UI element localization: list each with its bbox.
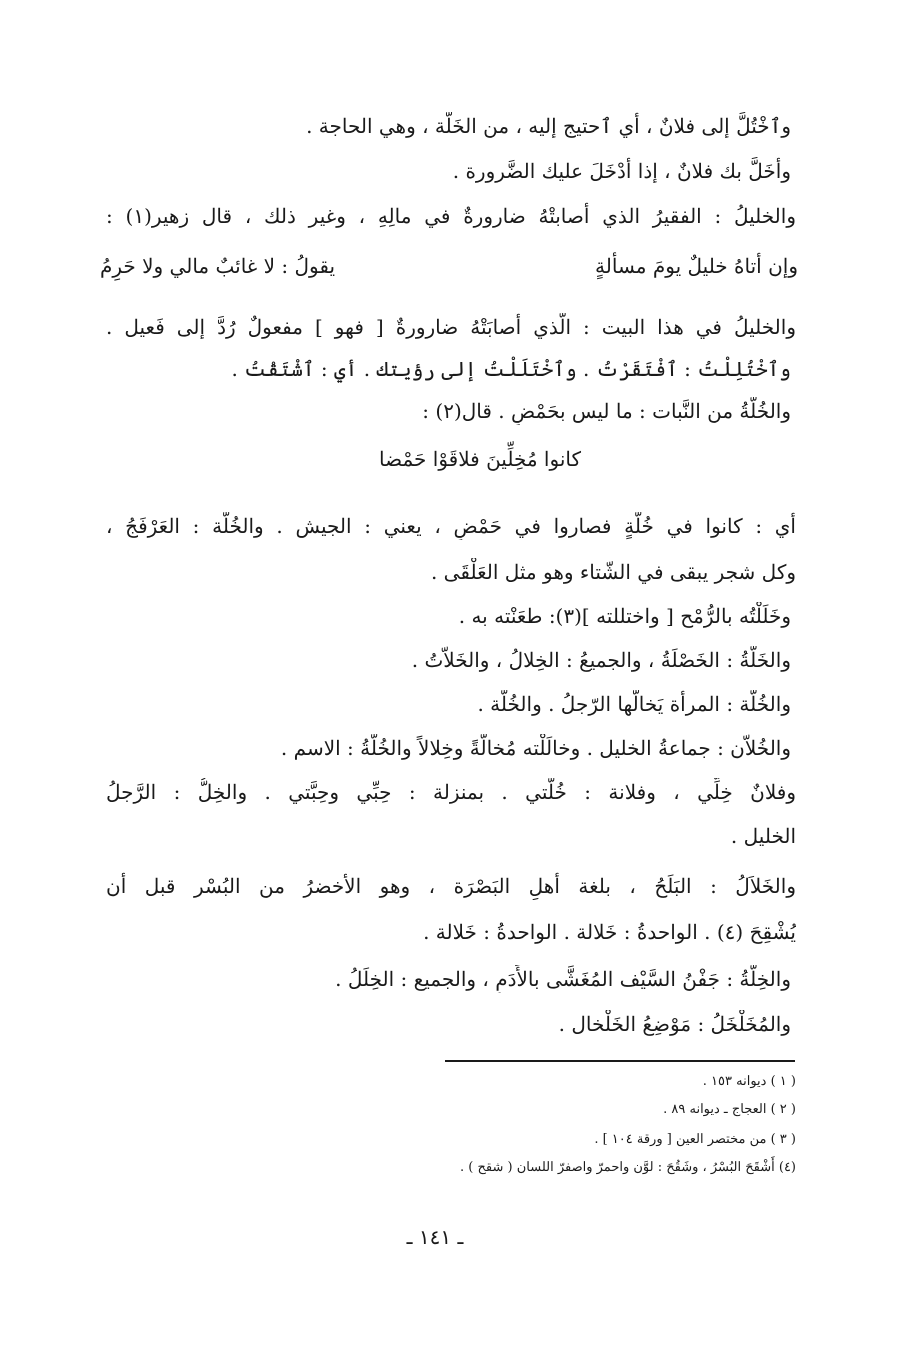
verse-quotation: كانوا مُخِلِّينَ فلاقَوْا حَمْضا <box>379 447 581 471</box>
text-line-9: وخَلَلْتُه بالرُّمْح [ واختللته ](٣): طعَنْته به . <box>458 604 791 628</box>
text-line-10: والخَلَّةُ : الخَصْلَةُ ، والجميعُ : الخِلالُ ، والخَلاّتُ . <box>411 648 791 672</box>
footnote-2: ( ٢ ) العجاج ـ ديوانه ٨٩ . <box>663 1102 796 1117</box>
text-line-15: والخَلاَلُ : البَلَحُ ، بلغة أهلِ البَصْرَة ، وهو الأخضرُ من البُسْر قبل أن <box>106 874 796 898</box>
page-number: ـ ١٤١ ـ <box>406 1225 464 1249</box>
text-line-2: وأَخَلَّ بك فلانٌ ، إذا أَدْخَلَ عليك الضَّرورة . <box>452 159 791 183</box>
text-line-7: أي : كانوا في خُلَّةٍ فصاروا في حَمْضٍ ، يعني : الجيش . والخُلّة : العَرْفَجُ ، <box>106 514 796 538</box>
text-line-12: والخُلاّن : جماعةُ الخليل . وخالَلْته مُخالَّةً وخِلالاً والخُلَّةُ : الاسم . <box>280 736 791 760</box>
footnote-1: ( ١ ) ديوانه ١٥٣ . <box>702 1074 796 1089</box>
footnote-4: (٤) أَشْقَحَ البُسْرُ ، وشَقُحَ : لوَّن واحمرّ واصفرّ اللسان ( شقح ) . <box>460 1160 796 1175</box>
footnote-divider <box>445 1060 795 1062</box>
text-line-5: وٱخْتُلِلْتُ : ٱفْتَقَرْتُ . وٱخْتَلَلْتُ إلى رؤيتك . أي : ٱشْتَقْتُ . <box>231 357 791 381</box>
text-line-3: والخليلُ : الفقيرُ الذي أصابتْهُ ضارورةٌ في مالِهِ ، وغير ذلك ، قال زهير(١) : <box>106 204 796 228</box>
text-line-13: وفلانٌ خِلِّي ، وفلانة : خُلَّتي . بمنزلة : حِبِّي وحِبَّتي . والخِلُّ : الرَّجلُ <box>106 780 796 804</box>
verse-second-hemistich: يقولُ : لا غائبٌ مالي ولا حَرِمُ <box>100 254 336 278</box>
text-line-11: والخُلَّة : المرأة يَخالُّها الرّجلُ . والخُلَّة . <box>477 692 791 716</box>
text-line-6: والخُلَّةُ من النَّبات : ما ليس بحَمْضٍ . قال(٢) : <box>422 399 791 423</box>
footnote-3: ( ٣ ) من مختصر العين [ ورقة ١٠٤ ] . <box>594 1132 796 1147</box>
text-line-18: والمُخَلْخَلُ : مَوْضِعُ الخَلْخال . <box>558 1012 791 1036</box>
text-line-16: يُشْقِحَ (٤) . الواحدةُ : خَلالة . الواحدةُ : خَلالة . <box>423 920 796 944</box>
text-line-17: والخِلَّةُ : جَفْنُ السَّيْف المُغَشَّى بالأَدَمِ ، والجميع : الخِلَلُ . <box>335 967 791 991</box>
text-line-14: الخليل . <box>730 824 796 848</box>
text-line-4: والخليلُ في هذا البيت : الّذي أَصابَتْهُ ضارورةٌ [ فهو ] مفعولٌ رُدَّ إلى فَعيل . <box>106 315 796 339</box>
text-line-8: وكل شجر يبقى في الشّتاء وهو مثل العَلْقَى . <box>430 560 796 584</box>
text-line-1: وٱخْتُلَّ إلى فلانٌ ، أي ٱحتيج إليه ، من الخَلَّة ، وهي الحاجة . <box>306 114 791 138</box>
verse-first-hemistich: وإن أتاهُ خليلٌ يومَ مسألةٍ <box>595 254 798 278</box>
